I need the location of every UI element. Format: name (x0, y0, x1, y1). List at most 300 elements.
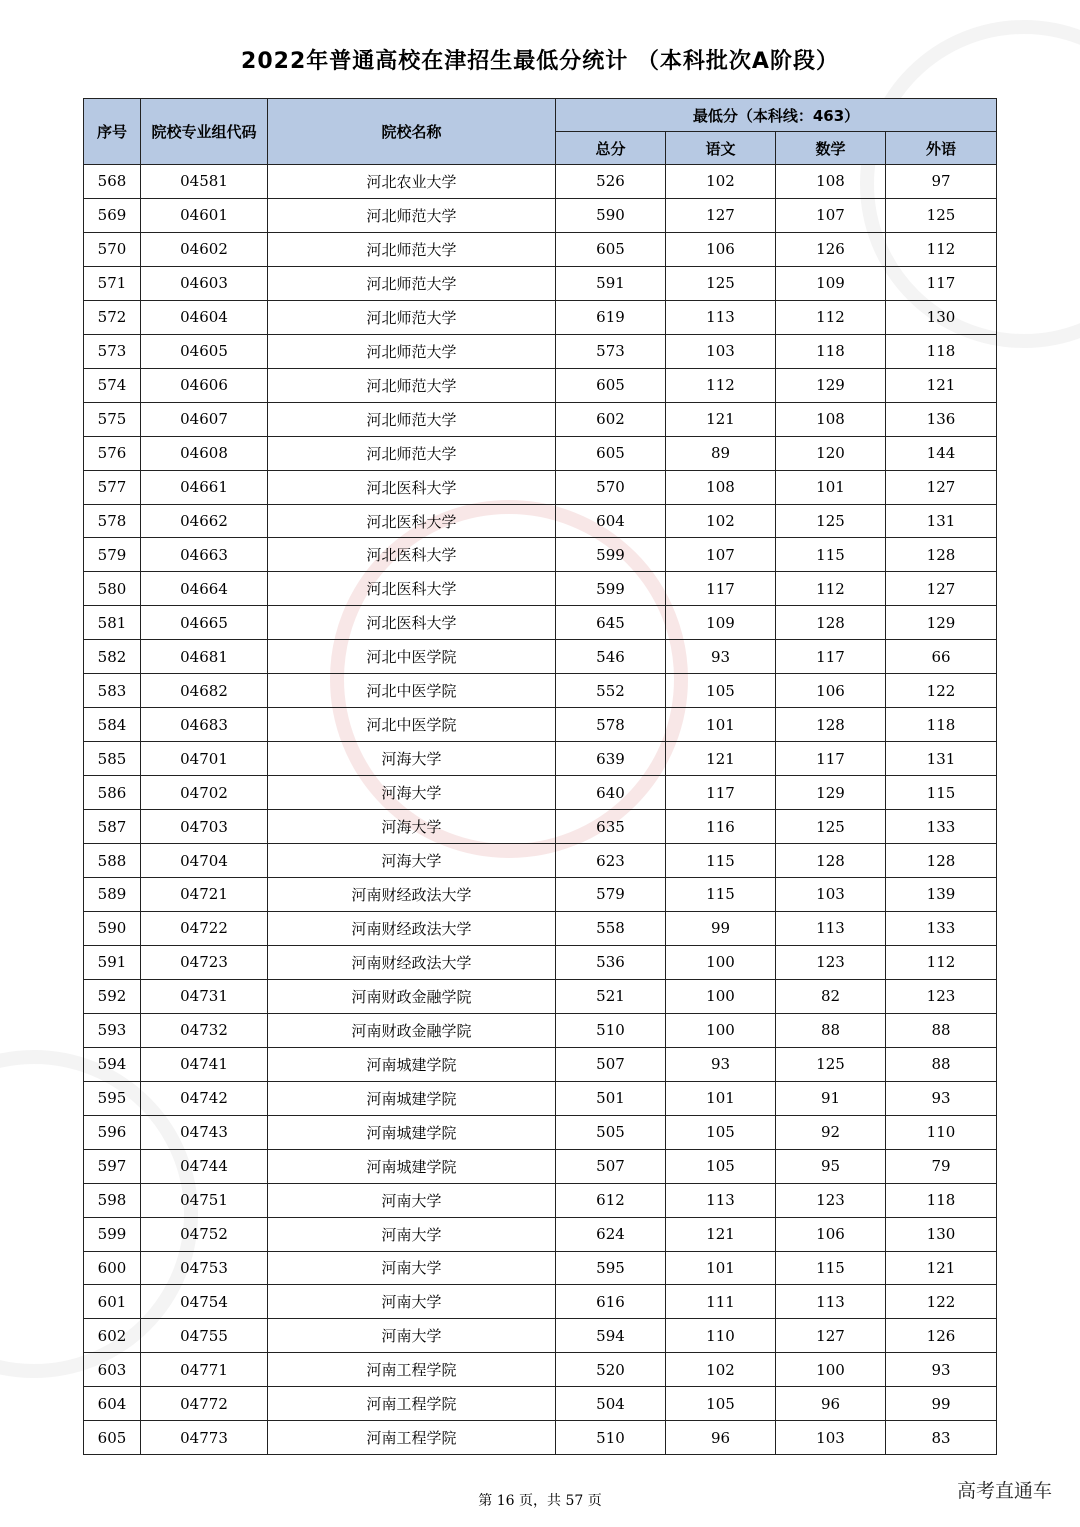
cell-math: 125 (776, 1047, 886, 1081)
cell-seq: 590 (84, 911, 141, 945)
cell-chinese: 103 (666, 334, 776, 368)
cell-foreign: 131 (886, 742, 997, 776)
cell-name: 河北师范大学 (268, 334, 556, 368)
cell-code: 04665 (141, 606, 268, 640)
cell-name: 河北师范大学 (268, 232, 556, 266)
cell-code: 04681 (141, 640, 268, 674)
cell-foreign: 130 (886, 300, 997, 334)
cell-math: 101 (776, 470, 886, 504)
cell-chinese: 96 (666, 1421, 776, 1455)
cell-seq: 587 (84, 810, 141, 844)
cell-name: 河南城建学院 (268, 1047, 556, 1081)
cell-foreign: 130 (886, 1217, 997, 1251)
cell-name: 河海大学 (268, 810, 556, 844)
cell-math: 108 (776, 402, 886, 436)
cell-code: 04754 (141, 1285, 268, 1319)
cell-foreign: 115 (886, 776, 997, 810)
cell-total: 602 (556, 402, 666, 436)
cell-chinese: 121 (666, 402, 776, 436)
cell-code: 04661 (141, 470, 268, 504)
cell-math: 106 (776, 674, 886, 708)
cell-name: 河北农业大学 (268, 165, 556, 199)
header-min-score: 最低分（本科线：463） (556, 99, 997, 132)
cell-name: 河南财政金融学院 (268, 1013, 556, 1047)
cell-name: 河北中医学院 (268, 708, 556, 742)
table-row (84, 402, 997, 436)
cell-foreign: 122 (886, 674, 997, 708)
page-title: 2022年普通高校在津招生最低分统计 （本科批次A阶段） (241, 49, 839, 74)
cell-math: 103 (776, 878, 886, 912)
cell-math: 129 (776, 776, 886, 810)
cell-code: 04741 (141, 1047, 268, 1081)
cell-chinese: 99 (666, 911, 776, 945)
cell-name: 河北师范大学 (268, 266, 556, 300)
cell-math: 107 (776, 198, 886, 232)
cell-chinese: 102 (666, 504, 776, 538)
cell-math: 108 (776, 165, 886, 199)
cell-name: 河北师范大学 (268, 368, 556, 402)
table-row (84, 742, 997, 776)
table-row (84, 674, 997, 708)
brand-label: 高考直通车 (956, 1480, 1052, 1502)
table-row (84, 640, 997, 674)
cell-code: 04772 (141, 1387, 268, 1421)
cell-math: 127 (776, 1319, 886, 1353)
cell-total: 623 (556, 844, 666, 878)
cell-seq: 588 (84, 844, 141, 878)
cell-name: 河海大学 (268, 742, 556, 776)
table-row (84, 1217, 997, 1251)
cell-chinese: 127 (666, 198, 776, 232)
cell-math: 117 (776, 640, 886, 674)
cell-foreign: 121 (886, 1251, 997, 1285)
table-row (84, 1047, 997, 1081)
cell-total: 510 (556, 1421, 666, 1455)
cell-seq: 578 (84, 504, 141, 538)
cell-seq: 577 (84, 470, 141, 504)
cell-math: 100 (776, 1353, 886, 1387)
cell-math: 92 (776, 1115, 886, 1149)
cell-total: 616 (556, 1285, 666, 1319)
table-row (84, 198, 997, 232)
cell-total: 507 (556, 1047, 666, 1081)
table-row (84, 979, 997, 1013)
cell-seq: 569 (84, 198, 141, 232)
cell-math: 112 (776, 300, 886, 334)
cell-foreign: 93 (886, 1081, 997, 1115)
cell-name: 河南财经政法大学 (268, 911, 556, 945)
cell-foreign: 83 (886, 1421, 997, 1455)
table-row (84, 504, 997, 538)
table-row (84, 470, 997, 504)
cell-foreign: 118 (886, 1183, 997, 1217)
cell-total: 505 (556, 1115, 666, 1149)
cell-foreign: 118 (886, 334, 997, 368)
cell-chinese: 105 (666, 1115, 776, 1149)
cell-foreign: 139 (886, 878, 997, 912)
cell-name: 河北医科大学 (268, 470, 556, 504)
cell-seq: 584 (84, 708, 141, 742)
cell-seq: 579 (84, 538, 141, 572)
cell-math: 125 (776, 504, 886, 538)
cell-code: 04608 (141, 436, 268, 470)
table-row (84, 1115, 997, 1149)
cell-total: 639 (556, 742, 666, 776)
cell-seq: 591 (84, 945, 141, 979)
cell-chinese: 105 (666, 1149, 776, 1183)
cell-total: 552 (556, 674, 666, 708)
cell-total: 605 (556, 436, 666, 470)
cell-math: 96 (776, 1387, 886, 1421)
cell-math: 129 (776, 368, 886, 402)
cell-chinese: 105 (666, 1387, 776, 1421)
cell-code: 04581 (141, 165, 268, 199)
cell-seq: 576 (84, 436, 141, 470)
cell-chinese: 113 (666, 1183, 776, 1217)
cell-seq: 599 (84, 1217, 141, 1251)
cell-code: 04753 (141, 1251, 268, 1285)
cell-chinese: 121 (666, 742, 776, 776)
cell-math: 118 (776, 334, 886, 368)
cell-seq: 571 (84, 266, 141, 300)
cell-chinese: 100 (666, 979, 776, 1013)
cell-name: 河南工程学院 (268, 1353, 556, 1387)
cell-math: 123 (776, 945, 886, 979)
table-row (84, 538, 997, 572)
cell-math: 88 (776, 1013, 886, 1047)
cell-chinese: 116 (666, 810, 776, 844)
cell-total: 558 (556, 911, 666, 945)
cell-math: 125 (776, 810, 886, 844)
cell-math: 115 (776, 538, 886, 572)
score-table (83, 98, 997, 1455)
page-number: 第 16 页，共 57 页 (478, 1493, 602, 1509)
table-row (84, 1183, 997, 1217)
cell-name: 河北师范大学 (268, 300, 556, 334)
cell-total: 605 (556, 368, 666, 402)
cell-foreign: 79 (886, 1149, 997, 1183)
table-row (84, 606, 997, 640)
table-row (84, 436, 997, 470)
cell-math: 113 (776, 1285, 886, 1319)
table-row (84, 1081, 997, 1115)
cell-code: 04744 (141, 1149, 268, 1183)
cell-code: 04742 (141, 1081, 268, 1115)
score-table-body (84, 165, 997, 1455)
cell-total: 599 (556, 538, 666, 572)
cell-seq: 570 (84, 232, 141, 266)
cell-name: 河北师范大学 (268, 436, 556, 470)
cell-code: 04704 (141, 844, 268, 878)
cell-seq: 603 (84, 1353, 141, 1387)
cell-seq: 581 (84, 606, 141, 640)
cell-foreign: 118 (886, 708, 997, 742)
cell-total: 590 (556, 198, 666, 232)
table-row (84, 572, 997, 606)
cell-chinese: 102 (666, 165, 776, 199)
cell-name: 河海大学 (268, 844, 556, 878)
header-foreign: 外语 (886, 132, 997, 165)
cell-seq: 593 (84, 1013, 141, 1047)
cell-chinese: 93 (666, 640, 776, 674)
cell-code: 04755 (141, 1319, 268, 1353)
cell-chinese: 105 (666, 674, 776, 708)
cell-chinese: 100 (666, 1013, 776, 1047)
cell-math: 120 (776, 436, 886, 470)
cell-name: 河北师范大学 (268, 402, 556, 436)
table-row (84, 911, 997, 945)
header-code: 院校专业组代码 (141, 99, 268, 165)
cell-chinese: 115 (666, 844, 776, 878)
cell-total: 591 (556, 266, 666, 300)
cell-code: 04605 (141, 334, 268, 368)
cell-total: 612 (556, 1183, 666, 1217)
cell-seq: 598 (84, 1183, 141, 1217)
cell-name: 河北中医学院 (268, 640, 556, 674)
cell-math: 115 (776, 1251, 886, 1285)
header-total: 总分 (556, 132, 666, 165)
cell-foreign: 136 (886, 402, 997, 436)
cell-name: 河海大学 (268, 776, 556, 810)
cell-code: 04752 (141, 1217, 268, 1251)
cell-name: 河南大学 (268, 1285, 556, 1319)
cell-total: 507 (556, 1149, 666, 1183)
cell-seq: 573 (84, 334, 141, 368)
cell-total: 526 (556, 165, 666, 199)
cell-seq: 601 (84, 1285, 141, 1319)
table-row (84, 368, 997, 402)
header-seq: 序号 (84, 99, 141, 165)
cell-name: 河北医科大学 (268, 538, 556, 572)
cell-math: 117 (776, 742, 886, 776)
cell-total: 595 (556, 1251, 666, 1285)
cell-math: 103 (776, 1421, 886, 1455)
table-row (84, 1251, 997, 1285)
cell-foreign: 144 (886, 436, 997, 470)
table-row (84, 1285, 997, 1319)
cell-name: 河南大学 (268, 1319, 556, 1353)
cell-seq: 602 (84, 1319, 141, 1353)
cell-seq: 592 (84, 979, 141, 1013)
cell-code: 04702 (141, 776, 268, 810)
cell-total: 640 (556, 776, 666, 810)
cell-chinese: 108 (666, 470, 776, 504)
cell-math: 128 (776, 844, 886, 878)
cell-total: 536 (556, 945, 666, 979)
cell-code: 04664 (141, 572, 268, 606)
cell-total: 573 (556, 334, 666, 368)
cell-seq: 582 (84, 640, 141, 674)
cell-total: 599 (556, 572, 666, 606)
cell-code: 04606 (141, 368, 268, 402)
table-row (84, 878, 997, 912)
table-row (84, 266, 997, 300)
cell-chinese: 112 (666, 368, 776, 402)
cell-chinese: 109 (666, 606, 776, 640)
cell-foreign: 127 (886, 572, 997, 606)
cell-chinese: 117 (666, 776, 776, 810)
cell-name: 河南工程学院 (268, 1421, 556, 1455)
cell-name: 河南财经政法大学 (268, 878, 556, 912)
cell-foreign: 88 (886, 1047, 997, 1081)
cell-seq: 574 (84, 368, 141, 402)
cell-name: 河南工程学院 (268, 1387, 556, 1421)
cell-name: 河南财经政法大学 (268, 945, 556, 979)
cell-code: 04723 (141, 945, 268, 979)
cell-name: 河北医科大学 (268, 572, 556, 606)
cell-seq: 604 (84, 1387, 141, 1421)
table-row (84, 1149, 997, 1183)
cell-foreign: 133 (886, 911, 997, 945)
table-row (84, 1387, 997, 1421)
cell-total: 605 (556, 232, 666, 266)
cell-total: 619 (556, 300, 666, 334)
cell-chinese: 89 (666, 436, 776, 470)
cell-math: 123 (776, 1183, 886, 1217)
cell-name: 河南大学 (268, 1217, 556, 1251)
cell-code: 04663 (141, 538, 268, 572)
header-chinese: 语文 (666, 132, 776, 165)
cell-math: 109 (776, 266, 886, 300)
cell-name: 河南城建学院 (268, 1115, 556, 1149)
cell-chinese: 100 (666, 945, 776, 979)
cell-code: 04751 (141, 1183, 268, 1217)
cell-total: 604 (556, 504, 666, 538)
cell-foreign: 122 (886, 1285, 997, 1319)
cell-name: 河北医科大学 (268, 504, 556, 538)
cell-total: 624 (556, 1217, 666, 1251)
cell-math: 91 (776, 1081, 886, 1115)
cell-chinese: 101 (666, 1081, 776, 1115)
cell-chinese: 113 (666, 300, 776, 334)
cell-foreign: 128 (886, 538, 997, 572)
cell-name: 河南城建学院 (268, 1081, 556, 1115)
cell-foreign: 66 (886, 640, 997, 674)
cell-total: 521 (556, 979, 666, 1013)
table-row (84, 1319, 997, 1353)
cell-foreign: 125 (886, 198, 997, 232)
cell-code: 04603 (141, 266, 268, 300)
cell-foreign: 93 (886, 1353, 997, 1387)
cell-total: 546 (556, 640, 666, 674)
cell-total: 501 (556, 1081, 666, 1115)
cell-code: 04732 (141, 1013, 268, 1047)
cell-total: 510 (556, 1013, 666, 1047)
cell-code: 04773 (141, 1421, 268, 1455)
table-row (84, 1421, 997, 1455)
cell-code: 04682 (141, 674, 268, 708)
cell-chinese: 106 (666, 232, 776, 266)
cell-seq: 596 (84, 1115, 141, 1149)
cell-code: 04731 (141, 979, 268, 1013)
table-row (84, 1013, 997, 1047)
cell-total: 570 (556, 470, 666, 504)
cell-total: 635 (556, 810, 666, 844)
cell-foreign: 126 (886, 1319, 997, 1353)
cell-name: 河南财政金融学院 (268, 979, 556, 1013)
cell-total: 578 (556, 708, 666, 742)
cell-code: 04601 (141, 198, 268, 232)
table-row (84, 810, 997, 844)
header-math: 数学 (776, 132, 886, 165)
cell-total: 579 (556, 878, 666, 912)
table-row (84, 776, 997, 810)
cell-seq: 600 (84, 1251, 141, 1285)
table-row (84, 945, 997, 979)
table-row (84, 1353, 997, 1387)
table-row (84, 232, 997, 266)
cell-seq: 575 (84, 402, 141, 436)
cell-math: 82 (776, 979, 886, 1013)
table-row (84, 708, 997, 742)
cell-chinese: 107 (666, 538, 776, 572)
cell-code: 04662 (141, 504, 268, 538)
cell-seq: 585 (84, 742, 141, 776)
table-row (84, 300, 997, 334)
cell-math: 95 (776, 1149, 886, 1183)
cell-seq: 594 (84, 1047, 141, 1081)
cell-seq: 597 (84, 1149, 141, 1183)
cell-name: 河北师范大学 (268, 198, 556, 232)
cell-chinese: 101 (666, 708, 776, 742)
cell-chinese: 102 (666, 1353, 776, 1387)
cell-foreign: 88 (886, 1013, 997, 1047)
cell-foreign: 123 (886, 979, 997, 1013)
cell-seq: 605 (84, 1421, 141, 1455)
table-row (84, 844, 997, 878)
cell-seq: 568 (84, 165, 141, 199)
cell-code: 04721 (141, 878, 268, 912)
cell-name: 河北医科大学 (268, 606, 556, 640)
cell-chinese: 125 (666, 266, 776, 300)
cell-code: 04607 (141, 402, 268, 436)
cell-seq: 580 (84, 572, 141, 606)
cell-chinese: 121 (666, 1217, 776, 1251)
cell-foreign: 133 (886, 810, 997, 844)
cell-code: 04683 (141, 708, 268, 742)
cell-code: 04602 (141, 232, 268, 266)
cell-name: 河南大学 (268, 1251, 556, 1285)
cell-foreign: 97 (886, 165, 997, 199)
cell-foreign: 99 (886, 1387, 997, 1421)
cell-foreign: 112 (886, 232, 997, 266)
cell-chinese: 115 (666, 878, 776, 912)
cell-name: 河南城建学院 (268, 1149, 556, 1183)
cell-math: 113 (776, 911, 886, 945)
cell-foreign: 112 (886, 945, 997, 979)
cell-code: 04703 (141, 810, 268, 844)
cell-chinese: 93 (666, 1047, 776, 1081)
cell-total: 520 (556, 1353, 666, 1387)
cell-seq: 586 (84, 776, 141, 810)
cell-total: 645 (556, 606, 666, 640)
cell-name: 河北中医学院 (268, 674, 556, 708)
cell-code: 04604 (141, 300, 268, 334)
cell-seq: 595 (84, 1081, 141, 1115)
cell-foreign: 127 (886, 470, 997, 504)
cell-foreign: 121 (886, 368, 997, 402)
cell-chinese: 117 (666, 572, 776, 606)
table-row (84, 165, 997, 199)
cell-math: 112 (776, 572, 886, 606)
cell-math: 106 (776, 1217, 886, 1251)
cell-seq: 572 (84, 300, 141, 334)
cell-foreign: 128 (886, 844, 997, 878)
cell-total: 504 (556, 1387, 666, 1421)
cell-foreign: 117 (886, 266, 997, 300)
cell-code: 04771 (141, 1353, 268, 1387)
cell-total: 594 (556, 1319, 666, 1353)
